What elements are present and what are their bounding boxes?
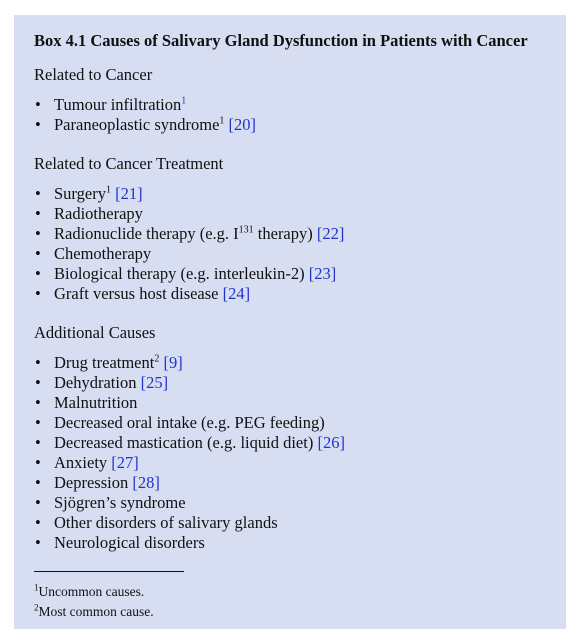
bullet-icon: • (35, 393, 41, 412)
list-item (34, 393, 546, 413)
reference-link[interactable]: [27] (111, 453, 139, 472)
list-item-text: Other disorders of salivary glands (54, 513, 278, 532)
list-item-text: Graft versus host disease (54, 284, 219, 303)
reference-link[interactable]: [24] (222, 284, 251, 303)
cause-list (34, 353, 546, 553)
bullet-icon: • (35, 493, 41, 512)
list-item (34, 284, 546, 304)
list-item (34, 473, 546, 493)
cause-list (34, 184, 546, 304)
list-item (34, 353, 546, 373)
bullet-icon: • (35, 513, 41, 532)
list-item-text: Surgery (54, 184, 106, 203)
list-item (34, 95, 546, 115)
footnote-marker[interactable]: 1 (181, 95, 187, 107)
footnotes (34, 582, 546, 622)
list-item (34, 493, 546, 513)
bullet-icon: • (35, 224, 41, 243)
bullet-icon: • (35, 244, 41, 263)
footnote-divider (34, 571, 184, 572)
list-item-text: Radionuclide therapy (e.g. I (54, 224, 239, 243)
bullet-icon: • (35, 204, 41, 223)
list-item (34, 204, 546, 224)
list-item-text: Sjögren’s syndrome (54, 493, 186, 512)
list-item-text: Chemotherapy (54, 244, 152, 263)
reference-link[interactable]: [26] (317, 433, 345, 452)
list-item (34, 224, 546, 244)
info-box (14, 15, 566, 629)
bullet-icon: • (35, 413, 41, 432)
bullet-icon: • (35, 284, 41, 303)
footnote-marker: 1 (219, 115, 225, 127)
bullet-icon: • (35, 95, 41, 114)
list-item (34, 433, 546, 453)
cause-list (34, 95, 546, 135)
list-item-text: Paraneoplastic syndrome (54, 115, 220, 134)
footnote-marker: 131 (238, 224, 254, 236)
footnote-mark: 2 (34, 602, 39, 613)
list-item (34, 115, 546, 135)
section-heading: Related to Cancer Treatment (34, 154, 224, 173)
list-item-text: Dehydration (54, 373, 137, 392)
list-item-text: Decreased mastication (e.g. liquid diet) (54, 433, 314, 452)
reference-link[interactable]: [23] (308, 264, 337, 283)
list-item-text: Tumour infiltration (54, 95, 182, 114)
list-item-text: Radiotherapy (54, 204, 143, 223)
reference-link[interactable]: [25] (140, 373, 169, 392)
footnote-marker: 2 (154, 353, 160, 365)
box-title: Box 4.1 Causes of Salivary Gland Dysfunction in Patients with Cancer (34, 31, 528, 50)
list-item-text: Malnutrition (54, 393, 138, 412)
list-item-text: Drug treatment (54, 353, 155, 372)
footnote-marker: 1 (105, 184, 111, 196)
reference-link[interactable]: [21] (115, 184, 143, 203)
section-heading: Additional Causes (34, 323, 156, 342)
footnote (34, 582, 546, 602)
list-item (34, 184, 546, 204)
list-item (34, 244, 546, 264)
section-heading: Related to Cancer (34, 65, 153, 84)
box-sections (34, 65, 546, 553)
list-item (34, 413, 546, 433)
bullet-icon: • (35, 433, 41, 452)
list-item (34, 264, 546, 284)
footnote (34, 602, 546, 622)
reference-link[interactable]: [9] (163, 353, 183, 372)
bullet-icon: • (35, 184, 41, 203)
bullet-icon: • (35, 453, 41, 472)
list-item-text: Neurological disorders (54, 533, 205, 552)
list-item-text: Decreased oral intake (e.g. PEG feeding) (54, 413, 325, 432)
bullet-icon: • (35, 264, 41, 283)
reference-link[interactable]: [22] (316, 224, 345, 243)
reference-link[interactable]: [20] (228, 115, 257, 134)
bullet-icon: • (35, 115, 41, 134)
footnote-text: Most common cause. (38, 604, 154, 619)
reference-link[interactable]: [28] (132, 473, 160, 492)
list-item (34, 533, 546, 553)
footnote-text: Uncommon causes. (38, 584, 145, 599)
bullet-icon: • (35, 473, 41, 492)
bullet-icon: • (35, 353, 41, 372)
bullet-icon: • (35, 533, 41, 552)
list-item-text-continued: therapy) (253, 224, 313, 243)
list-item-text: Biological therapy (e.g. interleukin-2) (54, 264, 305, 283)
bullet-icon: • (35, 373, 41, 392)
list-item (34, 373, 546, 393)
list-item (34, 513, 546, 533)
footnote-mark: 1 (34, 582, 39, 593)
list-item-text: Anxiety (54, 453, 108, 472)
list-item (34, 453, 546, 473)
list-item-text: Depression (54, 473, 129, 492)
